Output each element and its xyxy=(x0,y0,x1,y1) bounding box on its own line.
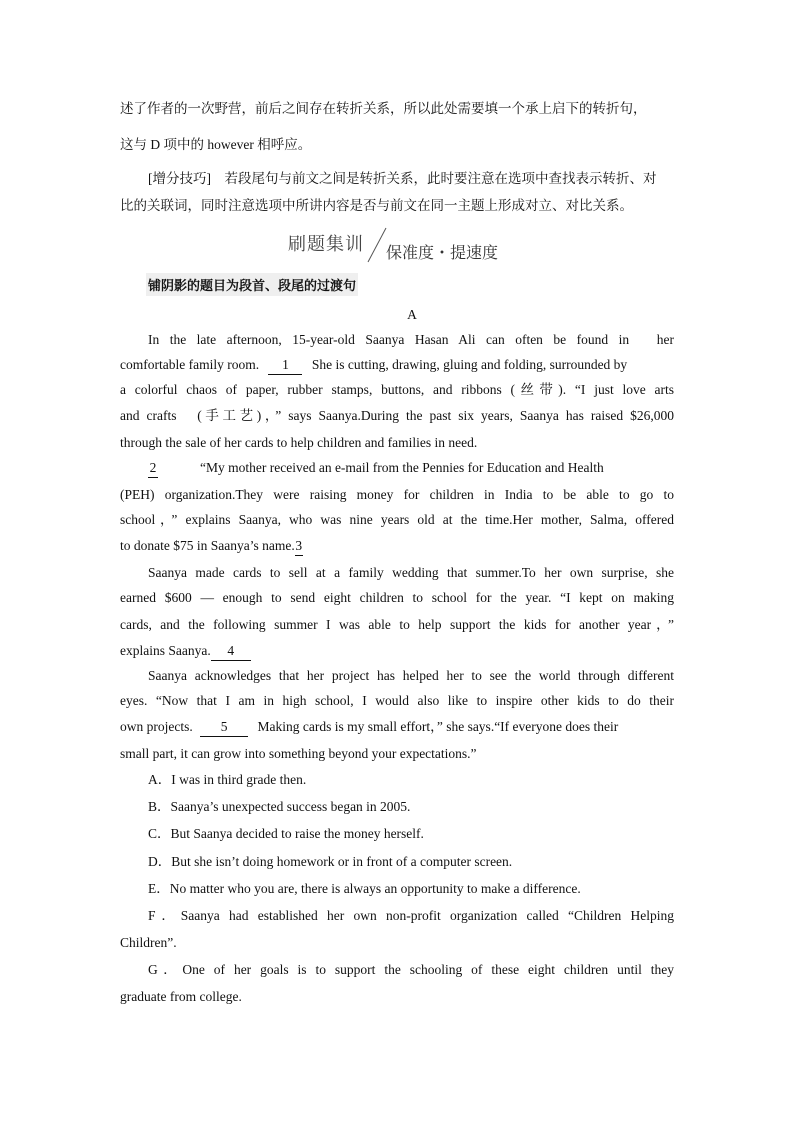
p3-line-4: explains Saanya. 4 xyxy=(120,642,674,661)
intro-line-1: 述了作者的一次野营，前后之间存在转折关系，所以此处需要填一个承上启下的转折句， xyxy=(120,101,647,116)
p3-line-1: Saanya made cards to sell at a family wedding that summer.To her own surprise, she xyxy=(148,565,674,580)
blank-5[interactable]: 5 xyxy=(200,718,248,737)
tip-line-2: 比的关联词，同时注意选项中所讲内容是否与前文在同一主题上形成对立、对比关系。 xyxy=(120,198,633,213)
banner-slash-icon xyxy=(366,226,388,264)
p4-line-4: small part, it can grow into something beyond your expectations.” xyxy=(120,746,477,761)
blank-4[interactable]: 4 xyxy=(211,642,251,661)
blank-3[interactable]: 3 xyxy=(295,537,303,556)
p1-line-4: and crafts (手工艺)，” says Saanya.During the past six years, Saanya has raised $26,000 xyxy=(120,408,674,423)
p2-line-2: (PEH) organization.They were raising money for children in India to be able to go to xyxy=(120,487,674,502)
p3-line-3: cards, and the following summer I was able to help support the kids for another year，” xyxy=(120,617,674,632)
blank-2[interactable]: 2 xyxy=(148,459,158,478)
p3-line-2: earned $600 — enough to send eight children to school for the year. “I kept on making xyxy=(120,590,674,605)
option-f-line-1: F．Saanya had established her own non-profit organization called “Children Helping xyxy=(148,908,674,923)
section-banner xyxy=(286,226,516,264)
p1-line-2: comfortable family room. 1 She is cutting, drawing, gluing and folding, surrounded by xyxy=(120,356,674,375)
tip-line-1: [增分技巧] 若段尾句与前文之间是转折关系，此时要注意在选项中查找表示转折、对 xyxy=(148,171,657,186)
option-e: E．No matter who you are, there is always an opportunity to make a difference. xyxy=(148,881,581,896)
option-c: C．But Saanya decided to raise the money herself. xyxy=(148,826,424,841)
p1-line-1: In the late afternoon, 15-year-old Saanya Hasan Ali can often be found in her xyxy=(148,332,674,347)
p1-line-3: a colorful chaos of paper, rubber stamps, buttons, and ribbons (丝带). “I just love arts xyxy=(120,382,674,397)
p4-line-2: eyes. “Now that I am in high school, I would also like to inspire other kids to do their xyxy=(120,693,674,708)
p2-line-3: school，” explains Saanya, who was nine years old at the time.Her mother, Salma, offered xyxy=(120,512,674,527)
p4-line-1: Saanya acknowledges that her project has helped her to see the world through different xyxy=(148,668,674,683)
blank-1[interactable]: 1 xyxy=(268,356,302,375)
option-g-line-2: graduate from college. xyxy=(120,989,242,1004)
banner-left-text: 刷题集训 xyxy=(288,234,364,255)
option-g-line-1: G．One of her goals is to support the schooling of these eight children until they xyxy=(148,962,674,977)
option-f-line-2: Children”. xyxy=(120,935,177,950)
option-a: A．I was in third grade then. xyxy=(148,772,307,787)
p4-line-3: own projects. 5 Making cards is my small effort，” she says.“If everyone does their xyxy=(120,718,674,737)
option-b: B．Saanya’s unexpected success began in 2005. xyxy=(148,799,411,814)
p1-line-5: through the sale of her cards to help children and families in need. xyxy=(120,435,478,450)
p2-line-1: 2 “My mother received an e-mail from the Pennies for Education and Health xyxy=(148,459,674,478)
passage-title: A xyxy=(407,307,417,322)
section-label: 铺阴影的题目为段首、段尾的过渡句 xyxy=(146,273,358,296)
p2-line-4: to donate $75 in Saanya’s name.3 xyxy=(120,537,674,556)
banner-right-text: 保准度・提速度 xyxy=(386,245,499,262)
intro-line-2: 这与 D 项中的 however 相呼应。 xyxy=(120,137,312,152)
option-d: D．But she isn’t doing homework or in front of a computer screen. xyxy=(148,854,513,869)
